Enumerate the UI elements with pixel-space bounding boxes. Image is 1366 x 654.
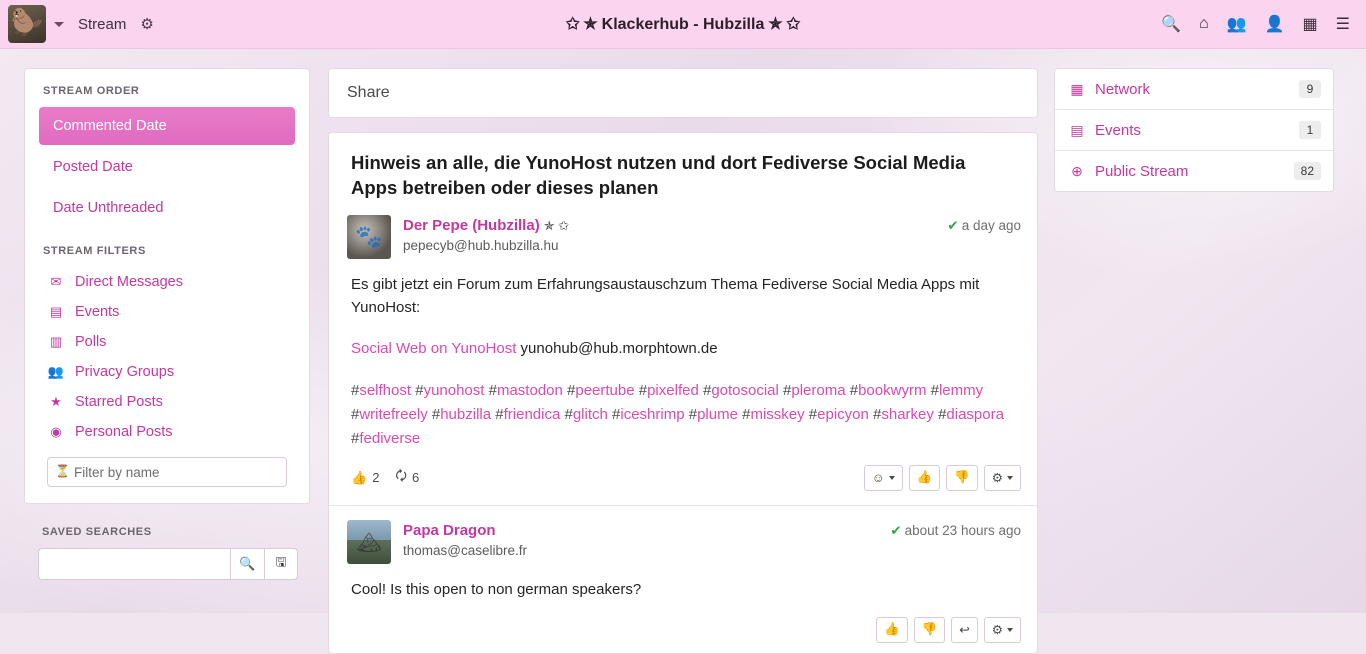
post-author-address: pepecyb@hub.hubzilla.hu bbox=[403, 238, 569, 253]
main-area bbox=[0, 49, 1366, 613]
right-item-public-stream[interactable] bbox=[1055, 151, 1333, 191]
comment-time-label: about 23 hours ago bbox=[905, 523, 1021, 538]
hash-symbol: # bbox=[742, 406, 750, 423]
gear-icon: ⚙ bbox=[992, 470, 1003, 485]
hashtag-link[interactable]: pleroma bbox=[791, 382, 845, 399]
search-icon[interactable]: 🔍 bbox=[1161, 14, 1181, 34]
sidebar-item-label: Personal Posts bbox=[75, 424, 173, 440]
hash-symbol: # bbox=[432, 406, 440, 423]
user-circle-icon: ◉ bbox=[47, 424, 65, 440]
envelope-icon: ✉ bbox=[47, 274, 65, 290]
post-link-paragraph bbox=[351, 337, 1015, 360]
post-action-buttons bbox=[858, 465, 1021, 491]
thumbs-up-icon: 👍 bbox=[351, 470, 367, 486]
sidebar-item-commented-date[interactable]: Commented Date bbox=[39, 107, 295, 145]
hashtag-link[interactable]: bookwyrm bbox=[858, 382, 926, 399]
hash-symbol: # bbox=[351, 430, 359, 447]
nav-stream-link[interactable]: Stream bbox=[78, 16, 126, 33]
smiley-icon: ☺ bbox=[872, 471, 885, 485]
calendar-icon: ▤ bbox=[1069, 122, 1085, 139]
chevron-down-icon[interactable] bbox=[54, 22, 64, 27]
sidebar-item-polls[interactable] bbox=[39, 327, 295, 357]
post-body bbox=[329, 259, 1037, 459]
comment-header bbox=[329, 506, 1037, 564]
post-title: Hinweis an alle, die YunoHost nutzen und dort Fediverse Social Media Apps betreiben oder dieses planen bbox=[329, 133, 1037, 205]
sidebar-item-date-unthreaded[interactable]: Date Unthreaded bbox=[39, 189, 295, 227]
users-icon: 👥 bbox=[47, 364, 65, 380]
post-settings-button[interactable] bbox=[984, 617, 1021, 643]
post-link-suffix: yunohub@hub.morphtown.de bbox=[516, 340, 717, 357]
thumbs-up-icon: 👍 bbox=[917, 470, 933, 485]
hash-symbol: # bbox=[783, 382, 791, 399]
status-badge: 1 bbox=[1299, 121, 1321, 139]
right-item-label: Network bbox=[1095, 81, 1150, 98]
post-actions bbox=[329, 459, 1037, 505]
hashtag-link[interactable]: gotosocial bbox=[711, 382, 779, 399]
navbar-left bbox=[0, 0, 154, 48]
repeat-count[interactable] bbox=[395, 467, 419, 489]
sidebar-item-direct-messages[interactable] bbox=[39, 267, 295, 297]
top-navbar bbox=[0, 0, 1366, 49]
hash-symbol: # bbox=[415, 382, 423, 399]
hashtag-link[interactable]: yunohost bbox=[424, 382, 485, 399]
filter-by-name-wrapper bbox=[47, 457, 289, 487]
hashtag-link[interactable]: hubzilla bbox=[440, 406, 491, 423]
hash-symbol: # bbox=[703, 382, 711, 399]
comment-body bbox=[329, 564, 1037, 601]
funnel-icon: ⏳ bbox=[55, 464, 70, 478]
hash-symbol: # bbox=[351, 406, 359, 423]
verified-check-icon: ✔ bbox=[947, 218, 958, 233]
hash-symbol: # bbox=[351, 382, 359, 399]
gear-icon: ⚙ bbox=[992, 622, 1003, 637]
comment-author-address: thomas@caselibre.fr bbox=[403, 543, 527, 558]
hashtag-link[interactable]: friendica bbox=[504, 406, 561, 423]
menu-icon[interactable]: ☰ bbox=[1336, 14, 1350, 34]
dislike-button[interactable] bbox=[946, 465, 978, 491]
hash-symbol: # bbox=[564, 406, 572, 423]
hashtag-link[interactable]: selfhost bbox=[359, 382, 411, 399]
sidebar-item-posted-date[interactable]: Posted Date bbox=[39, 148, 295, 186]
comment-author-name[interactable]: Papa Dragon bbox=[403, 522, 496, 539]
sidebar-item-starred-posts[interactable] bbox=[39, 387, 295, 417]
hash-symbol: # bbox=[938, 406, 946, 423]
comment-paragraph: Cool! Is this open to non german speakers? bbox=[351, 578, 1015, 601]
globe-icon: ⊕ bbox=[1069, 163, 1085, 180]
page-title: ✩ ✯ Klackerhub - Hubzilla ✯ ✩ bbox=[0, 14, 1366, 34]
post-hashtags bbox=[351, 379, 1015, 451]
saved-search-row bbox=[38, 548, 310, 580]
saved-search-submit[interactable]: 🔍 bbox=[230, 548, 264, 580]
hash-symbol: # bbox=[612, 406, 620, 423]
share-input[interactable]: Share bbox=[328, 68, 1038, 118]
comment-actions bbox=[329, 611, 1037, 653]
calendar-icon: ▤ bbox=[47, 304, 65, 320]
post-inline-link[interactable]: Social Web on YunoHost bbox=[351, 340, 516, 357]
hash-symbol: # bbox=[931, 382, 939, 399]
hashtag-link[interactable]: diaspora bbox=[946, 406, 1004, 423]
repeat-icon: 🗘 bbox=[395, 467, 407, 489]
hashtag-link[interactable]: fediverse bbox=[359, 430, 420, 447]
status-badge: 82 bbox=[1294, 162, 1321, 180]
repeat-count-value: 6 bbox=[412, 470, 419, 485]
sidebar-item-privacy-groups[interactable] bbox=[39, 357, 295, 387]
hash-symbol: # bbox=[689, 406, 697, 423]
filter-by-name-input[interactable] bbox=[47, 457, 287, 487]
hashtag-link[interactable]: mastodon bbox=[497, 382, 563, 399]
saved-searches-section bbox=[24, 526, 310, 580]
sidebar-item-label: Starred Posts bbox=[75, 394, 163, 410]
like-button[interactable] bbox=[876, 617, 908, 643]
grid-icon: ▦ bbox=[1069, 81, 1085, 98]
emoji-react-button[interactable] bbox=[864, 465, 903, 491]
hashtag-link[interactable]: lemmy bbox=[939, 382, 983, 399]
stream-links-card bbox=[1054, 68, 1334, 192]
hash-symbol: # bbox=[567, 382, 575, 399]
sidebar-item-personal-posts[interactable] bbox=[39, 417, 295, 447]
stream-filters-heading: STREAM FILTERS bbox=[43, 245, 295, 257]
sidebar-item-label: Privacy Groups bbox=[75, 364, 174, 380]
right-item-label: Events bbox=[1095, 122, 1141, 139]
right-item-label: Public Stream bbox=[1095, 163, 1188, 180]
hashtag-link[interactable]: iceshrimp bbox=[620, 406, 684, 423]
bar-chart-icon: ▥ bbox=[47, 334, 65, 350]
apps-grid-icon[interactable]: ▦ bbox=[1303, 14, 1318, 34]
thumbs-up-icon: 👍 bbox=[884, 622, 900, 637]
post-timestamp bbox=[947, 215, 1021, 259]
saved-searches-heading: SAVED SEARCHES bbox=[42, 526, 310, 538]
people-icon[interactable]: 👥 bbox=[1227, 14, 1247, 34]
chevron-down-icon bbox=[889, 476, 895, 480]
gear-icon[interactable]: ⚙ bbox=[140, 15, 153, 33]
like-count-value: 2 bbox=[372, 470, 379, 485]
chevron-down-icon bbox=[1007, 628, 1013, 632]
like-count[interactable] bbox=[351, 470, 379, 486]
comment-author-block bbox=[403, 520, 527, 564]
star-icon: ★ bbox=[47, 394, 65, 410]
profile-icon[interactable]: 👤 bbox=[1265, 14, 1285, 34]
right-item-network[interactable] bbox=[1055, 69, 1333, 110]
reply-button[interactable] bbox=[951, 617, 977, 643]
left-sidebar bbox=[24, 68, 310, 580]
hashtag-link[interactable]: epicyon bbox=[817, 406, 869, 423]
post-paragraph: Es gibt jetzt ein Forum zum Erfahrungsaustauschzum Thema Fediverse Social Media Apps mit YunoHost: bbox=[351, 273, 1015, 320]
stream-order-heading: STREAM ORDER bbox=[43, 85, 295, 97]
hashtag-link[interactable]: sharkey bbox=[881, 406, 934, 423]
sidebar-item-events[interactable] bbox=[39, 297, 295, 327]
post-time-label: a day ago bbox=[962, 218, 1021, 233]
verified-check-icon: ✔ bbox=[890, 523, 901, 538]
avatar[interactable] bbox=[347, 520, 391, 564]
sidebar-item-label: Direct Messages bbox=[75, 274, 183, 290]
navbar-right bbox=[1161, 14, 1366, 34]
stream-filters-group bbox=[39, 245, 295, 487]
hash-symbol: # bbox=[489, 382, 497, 399]
sidebar-item-label: Polls bbox=[75, 334, 106, 350]
home-icon[interactable]: ⌂ bbox=[1199, 15, 1209, 33]
status-badge: 9 bbox=[1299, 80, 1321, 98]
stream-settings-panel bbox=[24, 68, 310, 504]
hash-symbol: # bbox=[809, 406, 817, 423]
right-item-events[interactable] bbox=[1055, 110, 1333, 151]
hash-symbol: # bbox=[873, 406, 881, 423]
dislike-button[interactable] bbox=[914, 617, 946, 643]
avatar[interactable] bbox=[347, 215, 391, 259]
post-author-name[interactable]: Der Pepe (Hubzilla) bbox=[403, 217, 540, 234]
hashtag-link[interactable]: writefreely bbox=[359, 406, 427, 423]
stream-column bbox=[328, 68, 1038, 654]
hashtag-link[interactable]: plume bbox=[697, 406, 738, 423]
like-button[interactable] bbox=[909, 465, 941, 491]
saved-search-input[interactable] bbox=[38, 548, 230, 580]
thumbs-down-icon: 👎 bbox=[922, 622, 938, 637]
hashtag-link[interactable]: misskey bbox=[750, 406, 804, 423]
hashtag-link[interactable]: pixelfed bbox=[647, 382, 699, 399]
saved-search-save[interactable]: 🖫 bbox=[264, 548, 298, 580]
post-header bbox=[329, 205, 1037, 259]
beaver-logo-icon[interactable] bbox=[8, 5, 46, 43]
author-badges: ✯ ✩ bbox=[544, 218, 569, 233]
comment-action-buttons bbox=[870, 617, 1021, 643]
chevron-down-icon bbox=[1007, 476, 1013, 480]
post-card bbox=[328, 132, 1038, 654]
hashtag-link[interactable]: glitch bbox=[573, 406, 608, 423]
sidebar-item-label: Events bbox=[75, 304, 119, 320]
post-settings-button[interactable] bbox=[984, 465, 1021, 491]
reply-arrow-icon: ↩ bbox=[959, 622, 969, 637]
comment-timestamp bbox=[890, 520, 1021, 564]
thumbs-down-icon: 👎 bbox=[954, 470, 970, 485]
post-author-block bbox=[403, 215, 569, 259]
hashtag-link[interactable]: peertube bbox=[575, 382, 634, 399]
hash-symbol: # bbox=[495, 406, 503, 423]
hash-symbol: # bbox=[639, 382, 647, 399]
right-sidebar bbox=[1054, 68, 1334, 192]
hash-symbol: # bbox=[850, 382, 858, 399]
